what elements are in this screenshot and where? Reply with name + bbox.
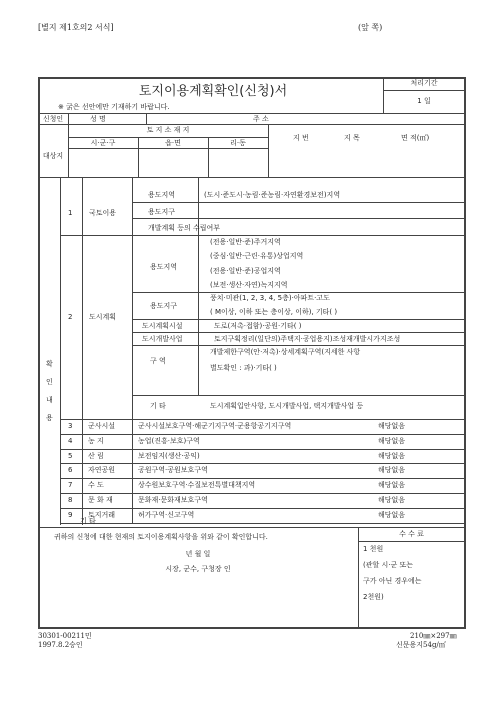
s2-area-value-1: 개발제한구역(안·저촉)·상세계획구역(지세한 사항 (210, 348, 361, 356)
s1-dev-plan-label: 개발계획 등의 수립여부 (148, 224, 221, 232)
fee-line-1: 1 천원 (363, 545, 384, 553)
row-divider (60, 449, 464, 450)
confirm-char-2: 인 (46, 378, 53, 386)
s1-zone-label: 용도지역 (148, 191, 176, 199)
column-divider (132, 419, 133, 523)
confirm-char-4: 용 (46, 414, 53, 422)
section-3-status: 해당없음 (378, 422, 406, 430)
section-4-number: 4 (68, 436, 73, 445)
area-label: 면 적(㎡) (401, 134, 430, 142)
s1-zone-value: (도시·준도시·농림·준농림·자연환경보전)지역 (204, 191, 341, 199)
paper-type: 신문용지54g/㎡ (396, 641, 446, 649)
processing-period-value: 1 일 (417, 97, 431, 105)
section-5-number: 5 (68, 451, 73, 460)
section-3-value: 군사시설보호구역·해군기지구역·군용항공기지구역 (138, 422, 292, 430)
s2-zone-value-2: (중심·일반·근린·유통)상업지역 (210, 252, 304, 260)
row-divider (60, 478, 464, 479)
s2-etc-value: 도시계획입안사항, 도시개발사업, 택지개발사업 등 (210, 402, 364, 410)
section-6-value: 공원구역·공원보호구역 (138, 466, 208, 475)
s2-zone-value-1: (전용·일반·준)주거지역 (210, 238, 281, 246)
section-5-status: 해당없음 (378, 451, 406, 460)
section-8-name: 문 화 재 (88, 496, 113, 504)
section-9-value: 허가구역·신고구역 (138, 510, 195, 519)
section-7-number: 7 (68, 481, 73, 490)
fee-line-2: (관할 시·군 또는 (363, 561, 413, 569)
applicant-address-label: 주 소 (253, 115, 269, 123)
s2-zone-value-4: (보전·생산·자연)녹지지역 (210, 281, 288, 289)
applicant-label: 신청인 (42, 115, 64, 123)
s2-zone-value-3: (전용·일반·준)공업지역 (210, 267, 281, 275)
row-divider (60, 508, 464, 509)
fee-line-3: 구가 아닌 경우에는 (363, 577, 422, 585)
s2-facility-value: 도로(저촉·접함)·공원·기타( ) (214, 322, 302, 330)
paper-size: 210㎜×297㎜ (410, 632, 457, 640)
instruction-note: ※ 굵은 선안에만 기재하기 바랍니다. (58, 103, 170, 111)
section-4-name: 농 지 (88, 436, 104, 445)
page-side: (앞 쪽) (358, 23, 383, 32)
s2-area-label: 구 역 (150, 357, 166, 365)
section-6-status: 해당없음 (378, 466, 406, 475)
confirmation-text: 귀하의 신청에 대한 현재의 토지이용계획사항을 위와 같이 확인합니다. (54, 533, 268, 541)
land-location-label: 토 지 소 재 지 (146, 126, 190, 134)
s2-district-value-1: 풍치·미관(1, 2, 3, 4, 5층)·아파트·고도 (210, 294, 330, 302)
s2-etc-label: 기 타 (150, 402, 166, 410)
section-4-status: 해당없음 (378, 436, 406, 445)
section-3-name: 군사시설 (88, 422, 116, 430)
issuer-signature: 시장, 군수, 구청장 인 (165, 565, 231, 573)
s2-dev-project-value: 토지구획정리(일단의)주택지·공업용지)조성재개발시가지조성 (214, 335, 401, 343)
application-form (38, 77, 466, 629)
fee-line-4: 2천원) (363, 593, 384, 601)
processing-period-label: 처리기간 (410, 79, 438, 87)
land-category-label: 지 목 (344, 134, 360, 142)
sigungu-label: 시·군·구 (90, 139, 116, 147)
section-8-number: 8 (68, 496, 73, 504)
section-9-name: 토지거래 (88, 510, 116, 519)
row-divider (60, 493, 464, 494)
section-8-status: 해당없음 (378, 496, 406, 504)
section-5-value: 보전임지(생산·공익) (138, 451, 200, 460)
form-number: [별지 제1호의2 서식] (38, 23, 114, 32)
s1-district-label: 용도지구 (148, 208, 176, 216)
etc-label: 기 타 (80, 517, 96, 525)
section-1-number: 1 (68, 209, 73, 217)
s2-dev-project-label: 도시개발사업 (142, 335, 183, 343)
row-divider (60, 434, 464, 435)
section-9-status: 해당없음 (378, 510, 406, 519)
form-title: 토지이용계획확인(신청)서 (138, 84, 288, 99)
eupmyeon-label: 읍·면 (165, 139, 181, 147)
confirm-char-1: 확 (46, 360, 53, 368)
section-3-number: 3 (68, 422, 73, 430)
s2-zone-label: 용도지역 (150, 263, 178, 271)
confirmation-date: 년 월 일 (185, 550, 211, 558)
section-6-name: 자연공원 (88, 466, 116, 475)
section-7-value: 상수원보호구역·수질보전특별대책지역 (138, 481, 256, 490)
row-divider (60, 523, 464, 524)
section-2-name: 도시계획 (89, 313, 117, 321)
section-2-number: 2 (68, 313, 73, 321)
s2-facility-label: 도시계획시설 (142, 322, 183, 330)
row-divider (60, 463, 464, 464)
confirm-char-3: 내 (46, 396, 53, 404)
section-7-status: 해당없음 (378, 481, 406, 490)
section-9-number: 9 (68, 510, 73, 519)
ridong-label: 리·동 (230, 139, 246, 147)
s2-district-value-2: ( M이상, 이하 또는 층이상, 이하), 기타( ) (210, 308, 338, 316)
form-code: 30301-00211민 (38, 632, 92, 640)
section-5-name: 산 림 (88, 451, 104, 460)
section-6-number: 6 (68, 466, 73, 475)
approval-date: 1997.8.2승인 (38, 641, 83, 649)
fee-label: 수 수 료 (399, 530, 424, 538)
section-7-name: 수 도 (88, 481, 104, 490)
lot-number-label: 지 번 (293, 134, 309, 142)
s2-area-value-2: 별도확인 : 과)·기타( ) (210, 364, 277, 372)
s2-district-label: 용도지구 (150, 302, 178, 310)
section-8-value: 문화재·문화재보호구역 (138, 496, 208, 504)
section-1-name: 국토이용 (89, 209, 117, 217)
section-4-value: 농업(진흥·보호)구역 (138, 436, 200, 445)
applicant-name-label: 성 명 (90, 115, 106, 123)
subject-land-label: 대상지 (42, 152, 64, 160)
